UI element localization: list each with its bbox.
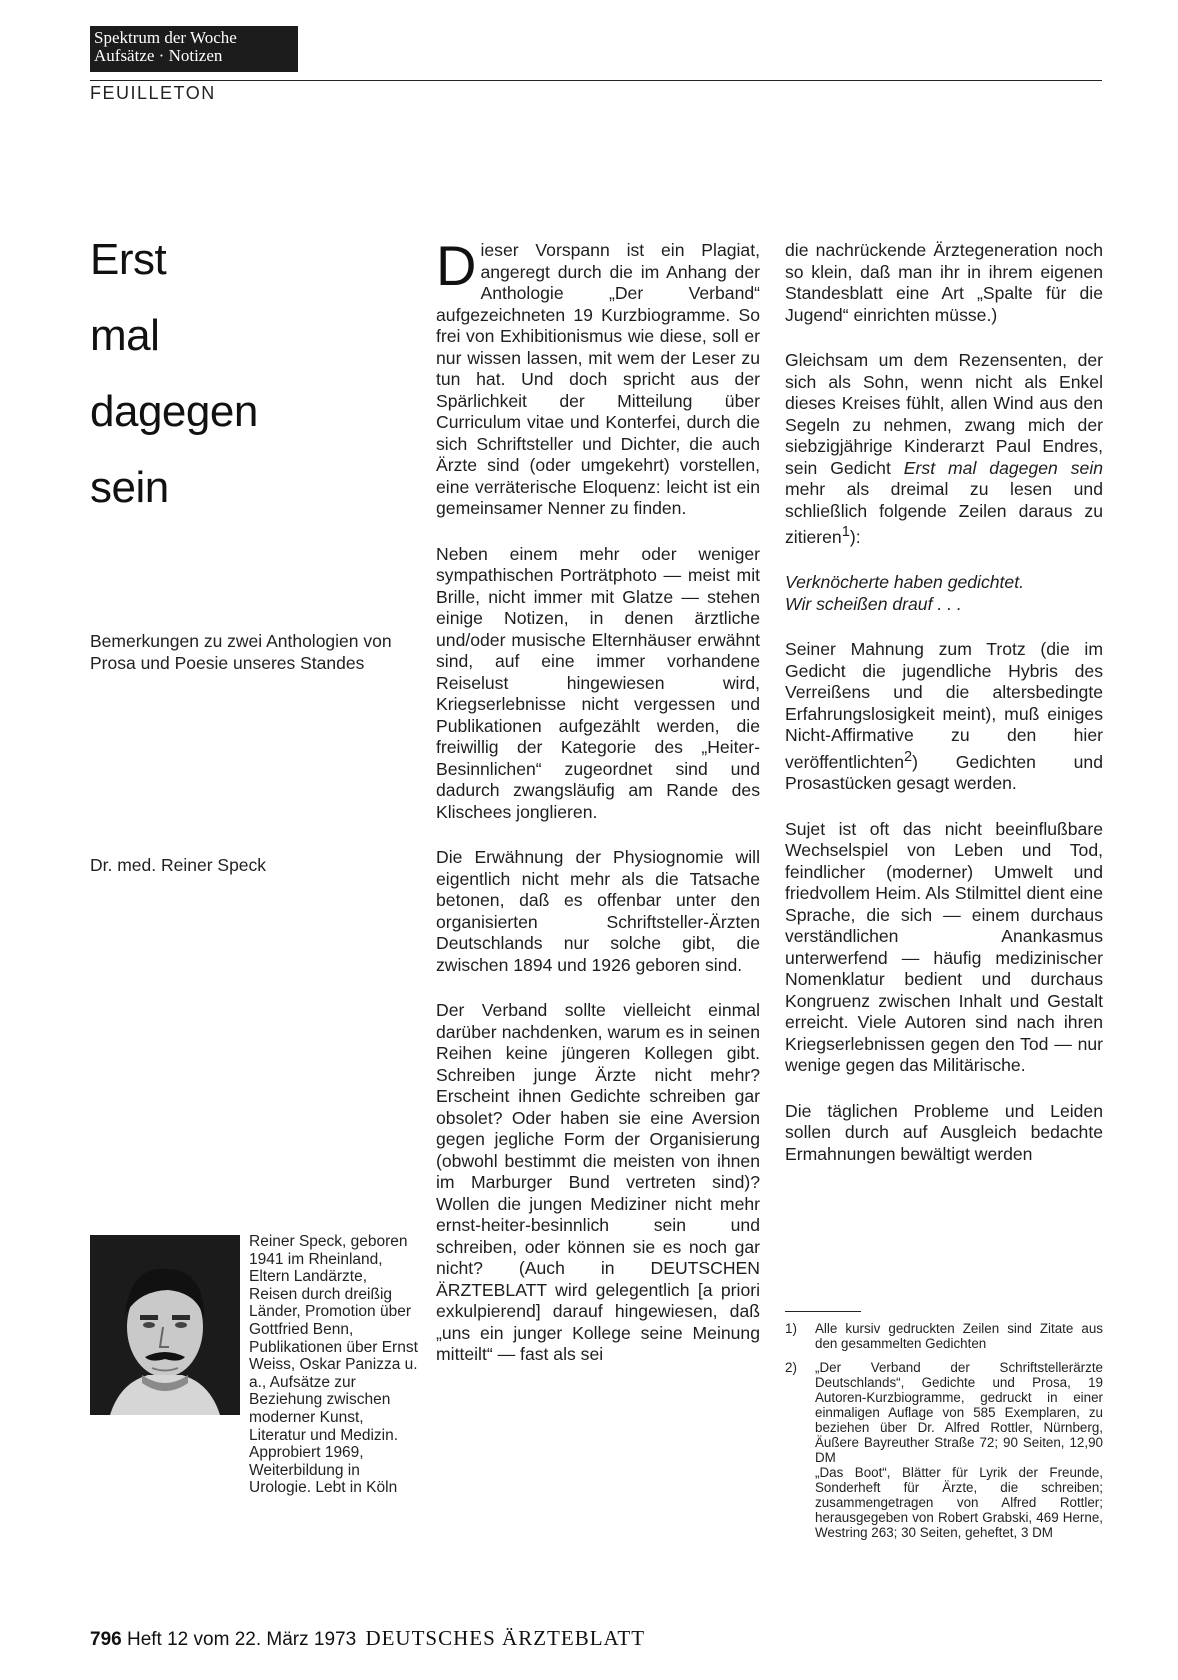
article-subtitle: Bemerkungen zu zwei Anthologien von Prosa und Poesie unseres Standes xyxy=(90,631,392,673)
paragraph xyxy=(785,639,1103,794)
poem-quote xyxy=(785,572,1103,615)
drop-cap: D xyxy=(436,234,477,297)
footnote-text: „Der Verband der Schriftstellerärzte Deutschlands“, Gedichte und Prosa, 19 Autoren-Kurzbiogramme, gedruckt in einer einmaligen Auflage von 585 Exemplaren, zu beziehen über Dr. Alfred Rottler, Nürnberg, Äußere Bayreuther Straße 72; 90 Seiten, 12,90 DM xyxy=(815,1360,1103,1465)
paragraph: Die Erwähnung der Physiognomie will eigentlich nicht mehr als die Tatsache betonen, daß es offenbar unter den organisierten Schriftsteller-Ärzten Deutschlands nur solche gibt, die zwischen 1894 und 1926 geboren sind. xyxy=(436,847,760,975)
paragraph xyxy=(785,350,1103,548)
article-column-3 xyxy=(785,240,1103,1189)
paragraph xyxy=(436,234,760,520)
publication-name: DEUTSCHES ÄRZTEBLATT xyxy=(365,1626,646,1650)
title-line: Erst xyxy=(90,235,167,284)
title-line: mal xyxy=(90,311,160,360)
footnote xyxy=(785,1321,1103,1351)
paragraph-text: mehr als dreimal zu lesen und schließlich folgende Zeilen daraus zu zitieren xyxy=(785,479,1103,547)
section-label xyxy=(90,26,298,72)
poem-title-italic: Erst mal dagegen sein xyxy=(903,457,1104,478)
title-line: sein xyxy=(90,463,169,512)
article-title xyxy=(90,222,390,526)
paragraph: die nachrückende Ärztegeneration noch so klein, daß man ihr in ihrem eigenen Standesblatt eine Art „Spalte für die Jugend“ einrichten müsse.) xyxy=(785,240,1103,325)
author-bio: Reiner Speck, geboren 1941 im Rheinland, Eltern Landärzte, Reisen durch dreißig Länder, Promotion über Gottfried Benn, Publikationen über Ernst Weiss, Oskar Panizza u. a., Aufsätze zur Beziehung zwischen moderner Kunst, Literatur und Medizin. Approbiert 1969, Weiterbildung in Urologie. Lebt in Köln xyxy=(249,1233,418,1497)
footnote-rule xyxy=(785,1311,861,1312)
paragraph-text: Seiner Mahnung zum Trotz (die im Gedicht die jugendliche Hybris des Verreißens und die altersbedingte Erfahrungslosigkeit meint), muß einiges Nicht-Affirmative zu den hier veröffentlichten xyxy=(785,639,1103,772)
footnote-number: 1) xyxy=(785,1321,797,1336)
page-number: 796 xyxy=(90,1629,122,1650)
footnote xyxy=(785,1360,1103,1540)
paragraph: Die täglichen Probleme und Leiden sollen durch auf Ausgleich bedachte Ermahnungen bewältigt werden xyxy=(785,1100,1103,1164)
footnote-text: „Das Boot“, Blätter für Lyrik der Freunde, Sonderheft für Ärzte, die schreiben; zusammengetragen von Alfred Rottler; herausgegeben von Robert Grabski, 469 Herne, Westring 263; 30 Seiten, geheftet, 3 DM xyxy=(815,1465,1103,1540)
section-label-line1: Spektrum der Woche xyxy=(94,28,237,47)
page-footer xyxy=(90,1626,645,1651)
footnotes xyxy=(785,1321,1103,1549)
header-rule xyxy=(90,80,1102,81)
title-line: dagegen xyxy=(90,387,258,436)
article-column-2 xyxy=(436,234,760,1390)
footnote-ref: 1 xyxy=(841,524,850,540)
quote-line: Verknöcherte haben gedichtet. xyxy=(785,572,1024,593)
footnote-ref: 2 xyxy=(904,748,913,765)
footnote-number: 2) xyxy=(785,1360,797,1375)
paragraph: Der Verband sollte vielleicht einmal darüber nachdenken, warum es in seinen Reihen keine jüngeren Kollegen gibt. Schreiben junge Ärzte nicht mehr? Erscheint ihnen Gedichte schreiben gar obsolet? Oder haben sie eine Aversion gegen jegliche Form der Organisierung (obwohl bestimmt die meisten von ihnen im Marburger Bund vertreten sind)? Wollen die jungen Mediziner nicht mehr ernst-heiter-besinnlich sein und schreiben, oder können sie es noch gar nicht? (Auch in DEUTSCHEN ÄRZTEBLATT wird gelegentlich [a priori exkulpierend] darauf hingewiesen, daß „uns ein junger Kollege seine Meinung mitteilt“ — fast als sei xyxy=(436,1000,760,1364)
portrait-image xyxy=(90,1235,240,1415)
paragraph-text: ): xyxy=(849,526,861,547)
footnote-text: Alle kursiv gedruckten Zeilen sind Zitate aus den gesammelten Gedichten xyxy=(815,1321,1103,1351)
paragraph-text: ieser Vorspann ist ein Plagiat, angeregt durch die im Anhang der Anthologie „Der Verband“ aufgezeichneten 19 Kurzbiogramme. So frei von Exhibitionismus wie diese, soll er nur wissen lassen, mit wem der Leser zu tun hat. Und doch spricht aus der Spärlichkeit der Mitteilung über Curriculum vitae und Konterfei, durch die sich Schriftsteller und Dichter, die auch Ärzte sind (oder umgekehrt) vorstellen, eine verräterische Eloquenz: leicht ist ein gemeinsamer Nenner zu finden. xyxy=(436,240,760,518)
paragraph-text: Gleichsam um dem Rezensenten, der sich als Sohn, wenn nicht als Enkel dieses Kreises fühlt, allen Wind aus den Segeln zu nehmen, zwang mich der siebzigjährige Kinderarzt Paul Endres, sein Gedicht xyxy=(785,350,1103,478)
paragraph: Neben einem mehr oder weniger sympathischen Porträtphoto — meist mit Brille, nicht immer mit Glatze — stehen einige Notizen, in denen ärztliche und/oder musische Elternhäuser erwähnt sind, auf eine immer vorhandene Reiselust hingewiesen wird, Kriegserlebnisse nicht vergessen und Publikationen aufgezählt werden, die freiwillig der Kategorie des „Heiter-Besinnlichen“ zugeordnet sind und dadurch zwangsläufig am Rande des Klischees jonglieren. xyxy=(436,543,760,822)
paragraph: Sujet ist oft das nicht beeinflußbare Wechselspiel von Leben und Tod, feindlicher (moderner) Umwelt und friedvollem Heim. Als Stilmittel dient eine Sprache, die sich — einem durchaus verständlichen Anankasmus unterwerfend — häufig medizinischer Nomenklatur bedient und durchaus Kongruenz zwischen Inhalt und Gestalt erreicht. Viele Autoren sind nach ihren Kriegserlebnissen gegen den Tod — nur wenige gegen das Militärische. xyxy=(785,818,1103,1076)
issue-info: Heft 12 vom 22. März 1973 xyxy=(126,1629,357,1650)
author-name: Dr. med. Reiner Speck xyxy=(90,855,267,875)
category-label: FEUILLETON xyxy=(90,83,216,103)
paragraph-text: ) Gedichten und Prosastücken gesagt werden. xyxy=(785,751,1103,794)
section-label-line2: Aufsätze · Notizen xyxy=(94,46,223,65)
quote-line: Wir scheißen drauf . . . xyxy=(785,593,962,614)
author-photo xyxy=(90,1235,240,1415)
